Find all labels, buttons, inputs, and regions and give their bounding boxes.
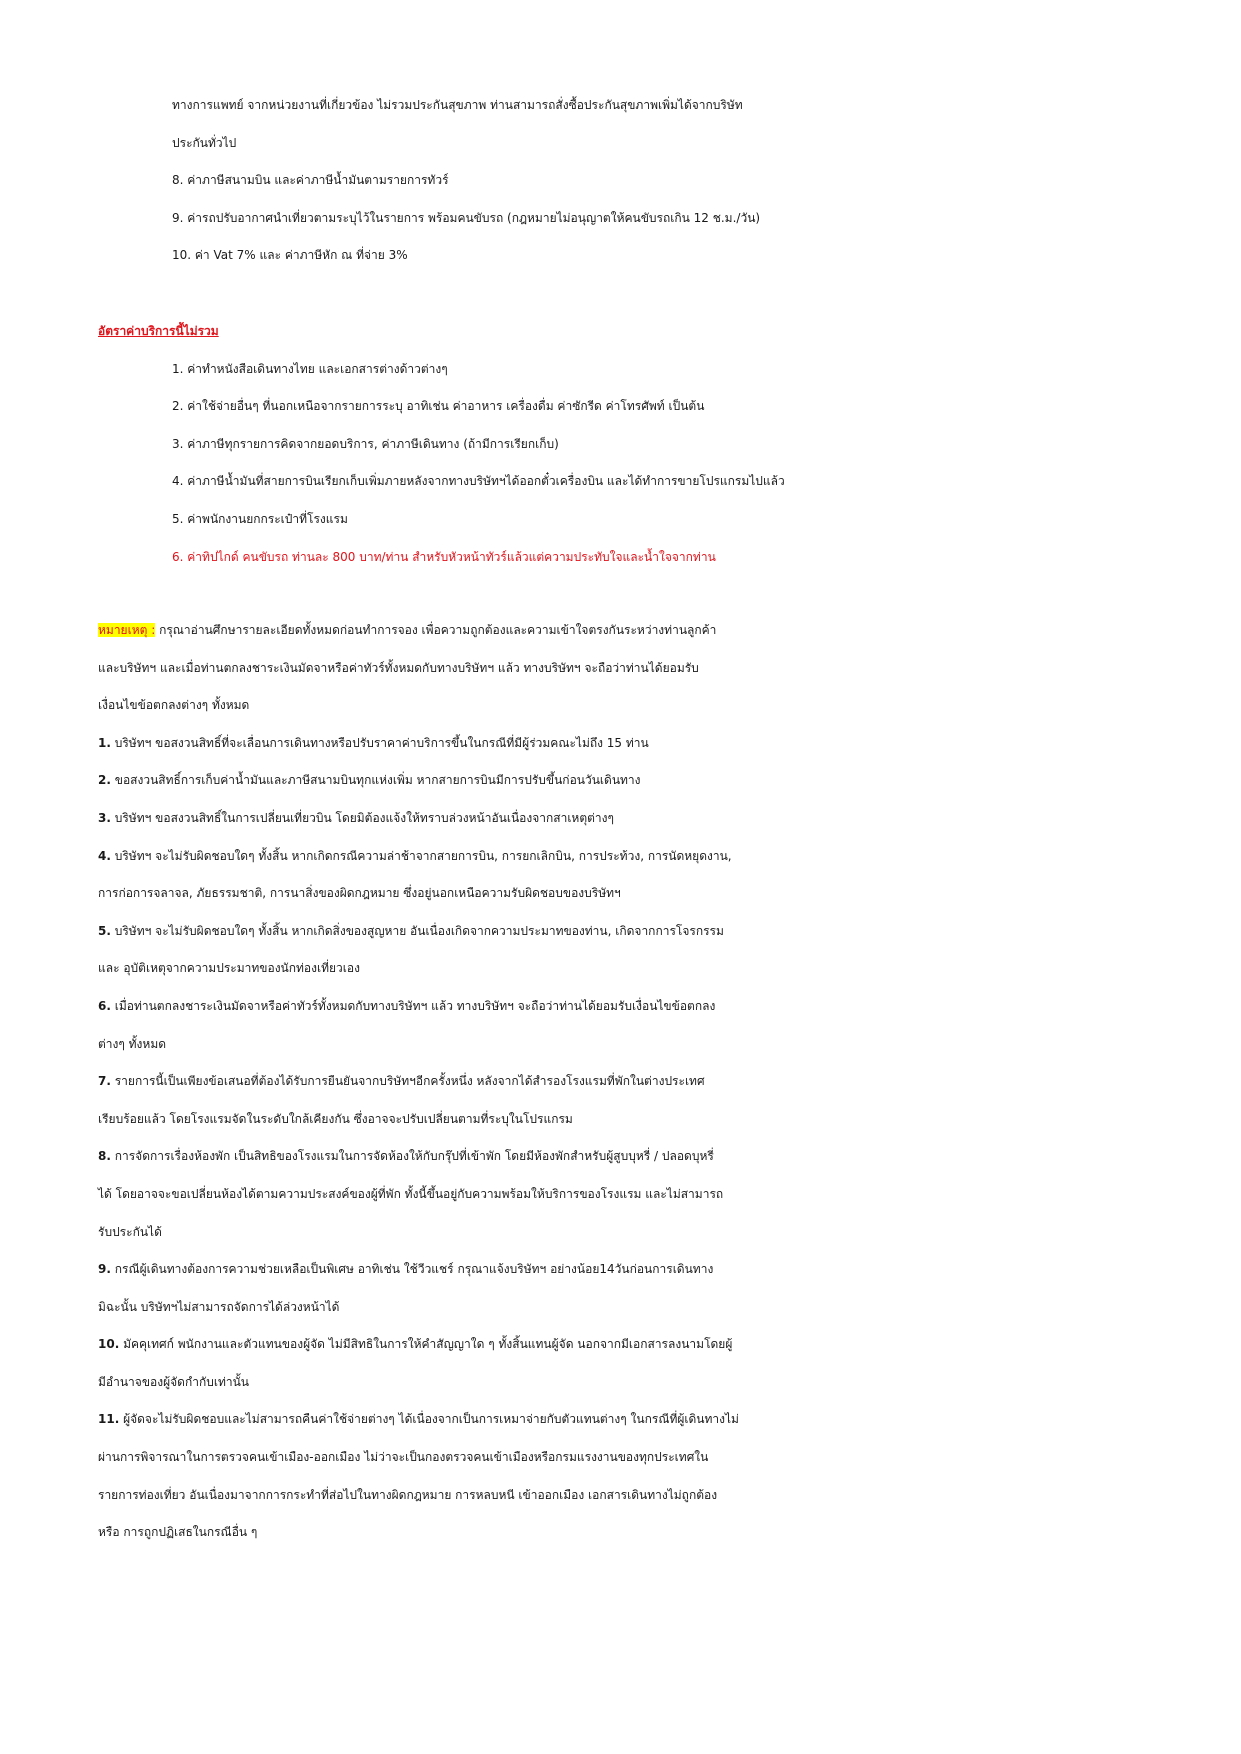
excluded-item-6-tip: 6. ค่าทิปไกด์ คนขับรถ ท่านละ 800 บาท/ท่าน สำหรับหัวหน้าทัวร์แล้วแต่ความประทับใจและน้ำใจจากท่าน: [172, 549, 716, 564]
remark-item-4-cont: การก่อการจลาจล, ภัยธรรมชาติ, การนาสิ่งของผิดกฎหมาย ซึ่งอยู่นอกเหนือความรับผิดชอบของบริษัทฯ: [98, 886, 621, 901]
remark-item-4: [0, 838, 1241, 876]
remark-text: กรณีผู้เดินทางต้องการความช่วยเหลือเป็นพิเศษ อาทิเช่น ใช้วีวแชร์ กรุณาแจ้งบริษัทฯ อย่างน้อย14วันก่อนการเดินทาง: [110, 1262, 714, 1277]
remarks-intro-line: เงื่อนไขข้อตกลงต่างๆ ทั้งหมด: [98, 698, 250, 713]
remarks-intro-line: และบริษัทฯ และเมื่อท่านตกลงชาระเงินมัดจาหรือค่าทัวร์ทั้งหมดกับทางบริษัทฯ แล้ว ทางบริษัทฯ จะถือว่าท่านได้ยอมรับ: [98, 660, 699, 675]
excluded-item-4: 4. ค่าภาษีน้ำมันที่สายการบินเรียกเก็บเพิ่มภายหลังจากทางบริษัทฯได้ออกตั๋วเครื่องบิน และได้ทำการขายโปรแกรมไปแล้ว: [172, 474, 785, 489]
remark-item-11-cont: รายการท่องเที่ยว อันเนื่องมาจากการกระทำที่ส่อไปในทางผิดกฎหมาย การหลบหนี เข้าออกเมือง เอกสารเดินทางไม่ถูกต้อง: [98, 1487, 718, 1502]
remark-text: บริษัทฯ ขอสงวนสิทธิ์ที่จะเลื่อนการเดินทางหรือปรับราคาค่าบริการขึ้นในกรณีที่มีผู้ร่วมคณะไม่ถึง 15 ท่าน: [110, 735, 649, 750]
remark-item-10: [0, 1326, 1241, 1364]
remark-item-8-cont: รับประกันได้: [98, 1224, 162, 1239]
remark-number: 3.: [98, 810, 111, 825]
remark-item-8-cont: ได้ โดยอาจจะขอเปลี่ยนห้องได้ตามความประสงค์ของผู้ที่พัก ทั้งนี้ขึ้นอยู่กับความพร้อมให้บริการของโรงแรม และไม่สามารถ: [98, 1186, 724, 1201]
remark-number: 6.: [98, 998, 111, 1013]
remark-item-8: [0, 1138, 1241, 1176]
remark-text: ขอสงวนสิทธิ์การเก็บค่าน้ำมันและภาษีสนามบินทุกแห่งเพิ่ม หากสายการบินมีการปรับขึ้นก่อนวันเดินทาง: [110, 773, 641, 788]
excluded-heading: อัตราค่าบริการนี้ไม่รวม: [98, 324, 219, 338]
remarks-intro-line: [0, 612, 1241, 650]
remark-text: บริษัทฯ จะไม่รับผิดชอบใดๆ ทั้งสิ้น หากเกิดกรณีความล่าช้าจากสายการบิน, การยกเลิกบิน, การประท้วง, การนัดหยุดงาน,: [110, 848, 732, 863]
remark-item-11-cont: หรือ การถูกปฏิเสธในกรณีอื่น ๆ: [98, 1525, 258, 1540]
included-item-8: 8. ค่าภาษีสนามบิน และค่าภาษีน้ำมันตามรายการทัวร์: [172, 173, 449, 188]
remark-item-6-cont: ต่างๆ ทั้งหมด: [98, 1036, 167, 1051]
remark-text: รายการนี้เป็นเพียงข้อเสนอที่ต้องได้รับการยืนยันจากบริษัทฯอีกครั้งหนึ่ง หลังจากได้สำรองโรงแรมที่พักในต่างประเทศ: [110, 1074, 705, 1089]
included-item-10: 10. ค่า Vat 7% และ ค่าภาษีหัก ณ ที่จ่าย 3%: [172, 248, 408, 263]
remark-number: 4.: [98, 848, 111, 863]
remarks-intro-text: กรุณาอ่านศึกษารายละเอียดทั้งหมดก่อนทำการจอง เพื่อความถูกต้องและความเข้าใจตรงกันระหว่างท่านลูกค้า: [155, 623, 717, 637]
remark-item-9-cont: มิฉะนั้น บริษัทฯไม่สามารถจัดการได้ล่วงหน้าได้: [98, 1299, 340, 1314]
excluded-item-2: 2. ค่าใช้จ่ายอื่นๆ ที่นอกเหนือจากรายการระบุ อาทิเช่น ค่าอาหาร เครื่องดื่ม ค่าซักรีด ค่าโทรศัพท์ เป็นต้น: [172, 399, 705, 414]
included-text-line: ประกันทั่วไป: [172, 135, 237, 150]
remark-item-6: [0, 988, 1241, 1026]
remark-text: บริษัทฯ จะไม่รับผิดชอบใดๆ ทั้งสิ้น หากเกิดสิ่งของสูญหาย อันเนื่องเกิดจากความประมาทของท่าน, เกิดจากการโจรกรรม: [110, 923, 724, 938]
remark-text: บริษัทฯ ขอสงวนสิทธิ์ในการเปลี่ยนเที่ยวบิน โดยมิต้องแจ้งให้ทราบล่วงหน้าอันเนื่องจากสาเหตุต่างๆ: [110, 810, 614, 825]
remark-item-5: [0, 913, 1241, 951]
remark-number: 11.: [98, 1412, 120, 1427]
remark-item-9: [0, 1251, 1241, 1289]
remark-text: มัคคุเทศก์ พนักงานและตัวแทนของผู้จัด ไม่มีสิทธิในการให้คำสัญญาใด ๆ ทั้งสิ้นแทนผู้จัด นอกจากมีเอกสารลงนามโดยผู้: [119, 1337, 733, 1352]
remark-number: 2.: [98, 773, 111, 788]
remark-text: ผู้จัดจะไม่รับผิดชอบและไม่สามารถคืนค่าใช้จ่ายต่างๆ ได้เนื่องจากเป็นการเหมาจ่ายกับตัวแทนต่างๆ ในกรณีที่ผู้เดินทางไม่: [119, 1412, 739, 1427]
excluded-item-1: 1. ค่าทำหนังสือเดินทางไทย และเอกสารต่างด้าวต่างๆ: [172, 361, 448, 376]
remark-item-3: [0, 800, 1241, 838]
remark-item-7-cont: เรียบร้อยแล้ว โดยโรงแรมจัดในระดับใกล้เคียงกัน ซึ่งอาจจะปรับเปลี่ยนตามที่ระบุในโปรแกรม: [98, 1111, 573, 1126]
remarks-label: หมายเหตุ :: [98, 623, 156, 637]
remark-text: เมื่อท่านตกลงชาระเงินมัดจาหรือค่าทัวร์ทั้งหมดกับทางบริษัทฯ แล้ว ทางบริษัทฯ จะถือว่าท่านได้ยอมรับเงื่อนไขข้อตกลง: [110, 998, 716, 1013]
remark-text: การจัดการเรื่องห้องพัก เป็นสิทธิของโรงแรมในการจัดห้องให้กับกรุ๊ปที่เข้าพัก โดยมีห้องพักสำหรับผู้สูบบุหรี่ / ปลอดบุหรี่: [110, 1149, 714, 1164]
remark-number: 5.: [98, 923, 111, 938]
remark-item-11: [0, 1401, 1241, 1439]
excluded-section: [0, 313, 1241, 576]
remarks-section: [0, 612, 1241, 1552]
remark-item-7: [0, 1063, 1241, 1101]
remark-item-2: [0, 762, 1241, 800]
remark-number: 8.: [98, 1149, 111, 1164]
remark-number: 9.: [98, 1262, 111, 1277]
remark-item-1: [0, 725, 1241, 763]
remark-item-5-cont: และ อุบัติเหตุจากความประมาทของนักท่องเที่ยวเอง: [98, 961, 360, 976]
remark-number: 10.: [98, 1337, 120, 1352]
excluded-item-5: 5. ค่าพนักงานยกกระเป๋าที่โรงแรม: [172, 511, 348, 526]
remark-item-11-cont: ผ่านการพิจารณาในการตรวจคนเข้าเมือง-ออกเมือง ไม่ว่าจะเป็นกองตรวจคนเข้าเมืองหรือกรมแรงงานของทุกประเทศใน: [98, 1450, 709, 1465]
remark-number: 7.: [98, 1074, 111, 1089]
included-continued-section: [0, 87, 1241, 275]
included-text-line: ทางการแพทย์ จากหน่วยงานที่เกี่ยวข้อง ไม่รวมประกันสุขภาพ ท่านสามารถสั่งซื้อประกันสุขภาพเพิ่มได้จากบริษัท: [172, 98, 743, 112]
included-item-9: 9. ค่ารถปรับอากาศนำเที่ยวตามระบุไว้ในรายการ พร้อมคนขับรถ (กฎหมายไม่อนุญาตให้คนขับรถเกิน 12 ช.ม./วัน): [172, 210, 761, 225]
remark-item-10-cont: มีอำนาจของผู้จัดกำกับเท่านั้น: [98, 1374, 249, 1389]
excluded-item-3: 3. ค่าภาษีทุกรายการคิดจากยอดบริการ, ค่าภาษีเดินทาง (ถ้ามีการเรียกเก็บ): [172, 436, 559, 451]
remark-number: 1.: [98, 735, 111, 750]
